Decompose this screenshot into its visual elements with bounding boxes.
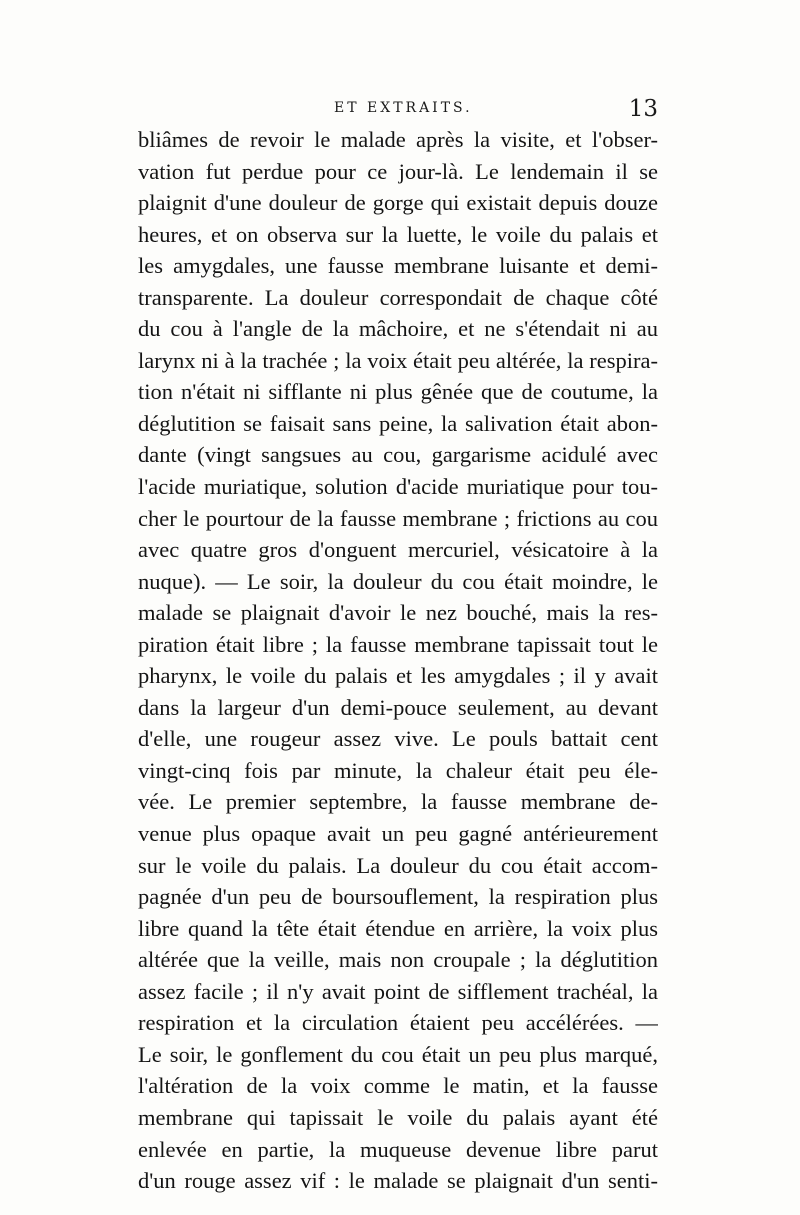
text-line: malade se plaignait d'avoir le nez bouché, mais la res- [138,600,658,626]
text-line: déglutition se faisait sans peine, la salivation était abon- [138,410,658,436]
text-line: assez facile ; il n'y avait point de sifflement trachéal, la [138,978,658,1004]
text-line: vée. Le premier septembre, la fausse membrane de- [138,789,658,815]
text-line: nuque). — Le soir, la douleur du cou était moindre, le [138,568,658,594]
running-title: ET EXTRAITS. [334,100,473,116]
text-line: enlevée en partie, la muqueuse devenue libre parut [138,1136,658,1162]
text-line: membrane qui tapissait le voile du palais ayant été [138,1104,658,1130]
running-head [138,96,658,126]
text-line: sur le voile du palais. La douleur du cou était accom- [138,852,658,878]
text-line: libre quand la tête était étendue en arrière, la voix plus [138,915,658,941]
text-line: altérée que la veille, mais non croupale ; la déglutition [138,947,658,973]
text-line: l'acide muriatique, solution d'acide muriatique pour tou- [138,474,658,500]
text-line: vingt-cinq fois par minute, la chaleur était peu éle- [138,757,658,783]
text-line: pharynx, le voile du palais et les amygdales ; il y avait [138,663,658,689]
text-line: piration était libre ; la fausse membrane tapissait tout le [138,631,658,657]
text-line: tion n'était ni sifflante ni plus gênée que de coutume, la [138,379,658,405]
text-line: l'altération de la voix comme le matin, et la fausse [138,1073,658,1099]
text-line: cher le pourtour de la fausse membrane ; frictions au cou [138,505,658,531]
text-line: dans la largeur d'un demi-pouce seulement, au devant [138,694,658,720]
text-line: dante (vingt sangsues au cou, gargarisme acidulé avec [138,442,658,468]
text-line: venue plus opaque avait un peu gagné antérieurement [138,821,658,847]
text-line: avec quatre gros d'onguent mercuriel, vésicatoire à la [138,537,658,563]
text-line: respiration et la circulation étaient peu accélérées. — [138,1010,658,1036]
body-text [138,124,658,1197]
text-line: bliâmes de revoir le malade après la visite, et l'obser- [138,127,658,152]
text-line: heures, et on observa sur la luette, le voile du palais et [138,221,658,247]
page-number: 13 [628,96,658,122]
text-line: pagnée d'un peu de boursouflement, la respiration plus [138,884,658,910]
text-line: vation fut perdue pour ce jour-là. Le lendemain il se [138,158,658,184]
text-line: d'elle, une rougeur assez vive. Le pouls battait cent [138,726,658,752]
text-line: larynx ni à la trachée ; la voix était peu altérée, la respira- [138,347,658,373]
text-line: transparente. La douleur correspondait de chaque côté [138,284,658,310]
text-line: plaignit d'une douleur de gorge qui existait depuis douze [138,190,658,216]
text-line: du cou à l'angle de la mâchoire, et ne s'étendait ni au [138,316,658,342]
text-line: les amygdales, une fausse membrane luisante et demi- [138,253,658,279]
text-line: d'un rouge assez vif : le malade se plaignait d'un senti- [138,1168,658,1194]
text-line: Le soir, le gonflement du cou était un peu plus marqué, [138,1041,658,1067]
